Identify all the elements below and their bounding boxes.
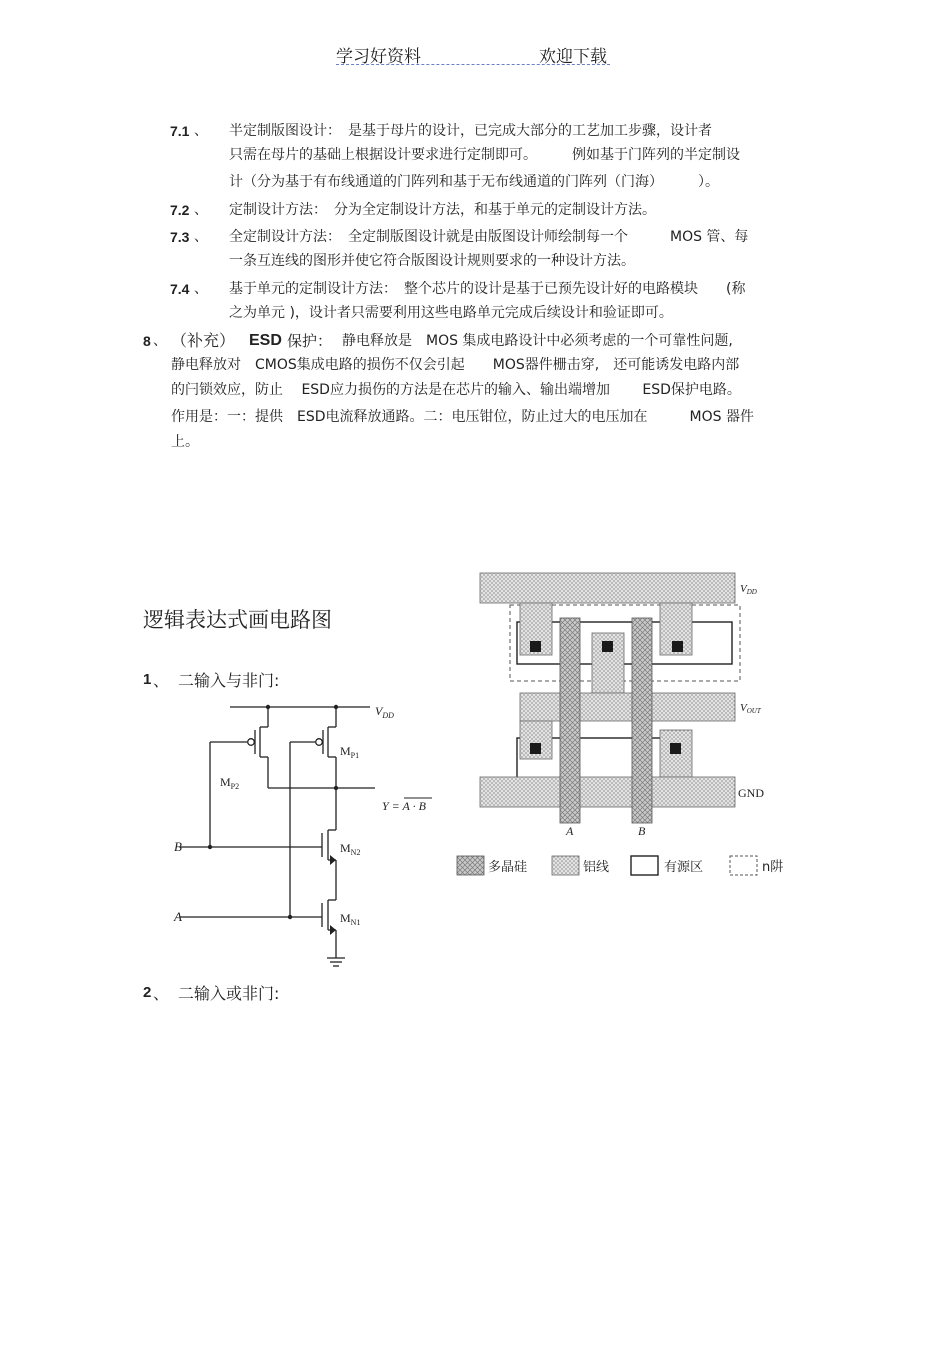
header-divider: [336, 64, 610, 65]
schematic-input-a: A: [174, 909, 182, 924]
subsection-2-sep: 、: [153, 984, 170, 1003]
legend-active-label: 有源区: [664, 860, 704, 875]
legend-metal-label: 铝线: [583, 860, 610, 875]
legend-poly-swatch: [457, 856, 484, 875]
subsection-1-title: 二输入与非门:: [178, 671, 280, 690]
item-number: 7.2: [170, 202, 190, 218]
subsection-1-sep: 、: [153, 671, 170, 690]
nand-layout: [455, 570, 800, 885]
esd-line: 上。: [171, 434, 199, 450]
item-line: 计（分为基于有布线通道的门阵列和基于无布线通道的门阵列（门海） ）。: [229, 174, 719, 190]
item-line: 半定制版图设计： 是基于母片的设计，已完成大部分的工艺加工步骤，设计者: [229, 123, 712, 139]
item-number: 7.4: [170, 281, 190, 297]
layout-vout-label: VOUT: [740, 702, 761, 715]
item-sep: 、: [194, 202, 208, 218]
nand-schematic: [160, 690, 450, 975]
schematic-vdd-label: $V_{DD}$: [375, 704, 394, 720]
schematic-output-label: Y = A · B: [382, 799, 426, 813]
legend-nwell-label: n阱: [762, 860, 784, 875]
section-title: 逻辑表达式画电路图: [143, 608, 332, 632]
item-line: 全定制设计方法： 全定制版图设计就是由版图设计师绘制每一个 MOS 管、每: [229, 229, 749, 245]
vout-metal: [520, 693, 735, 721]
header-right: 欢迎下载: [539, 47, 607, 67]
layout-input-a: A: [566, 824, 574, 838]
esd-line: 静电释放是 MOS 集成电路设计中必须考虑的一个可靠性问题,: [342, 333, 733, 349]
esd-title: ESD: [249, 332, 282, 349]
item-line: 定制设计方法： 分为全定制设计方法，和基于单元的定制设计方法。: [229, 202, 656, 218]
schematic-input-b: B: [174, 839, 182, 854]
item-number: 7.1: [170, 123, 190, 139]
item-line: 基于单元的定制设计方法： 整个芯片的设计是基于已预先设计好的电路模块 (称: [229, 281, 746, 297]
legend-metal-swatch: [552, 856, 579, 875]
schematic-mp1-label: $M_{P1}$: [340, 744, 360, 760]
legend-poly-label: 多晶硅: [488, 860, 528, 875]
item-sep: 、: [194, 281, 208, 297]
legend-active-swatch: [631, 856, 658, 875]
schematic-mn1-label: $M_{N1}$: [340, 911, 361, 927]
esd-lead: （补充）: [171, 331, 236, 350]
item-sep: 、: [153, 333, 167, 349]
item-number: 8: [143, 333, 151, 349]
subsection-2-number: 2: [143, 984, 152, 1001]
item-line: 一条互连线的图形并使它符合版图设计规则要求的一种设计方法。: [229, 253, 635, 269]
esd-title-2: 保护：: [287, 332, 333, 350]
legend-nwell-swatch: [730, 856, 757, 875]
subsection-1-number: 1: [143, 671, 152, 688]
item-sep: 、: [194, 123, 208, 139]
header-left: 学习好资料: [336, 47, 421, 67]
subsection-2-title: 二输入或非门:: [178, 984, 280, 1003]
gnd-metal: [480, 777, 735, 807]
item-line: 之为单元 )，设计者只需要利用这些电路单元完成后续设计和验证即可。: [229, 305, 673, 321]
schematic-mp2-label: $M_{P2}$: [220, 775, 240, 791]
item-line: 只需在母片的基础上根据设计要求进行定制即可。 例如基于门阵列的半定制设: [229, 147, 740, 163]
item-sep: 、: [194, 229, 208, 245]
item-number: 7.3: [170, 229, 190, 245]
layout-vdd-label: VDD: [740, 583, 757, 596]
esd-line: 静电释放对 CMOS集成电路的损伤不仅会引起 MOS器件栅击穿, 还可能诱发电路内部: [171, 357, 740, 373]
schematic-mn2-label: $M_{N2}$: [340, 841, 361, 857]
layout-gnd-label: GND: [738, 786, 764, 800]
esd-line: 作用是：一：提供 ESD电流释放通路。二：电压钳位，防止过大的电压加在 MOS 器件: [171, 409, 754, 425]
vdd-metal: [480, 573, 735, 603]
layout-input-b: B: [638, 824, 646, 838]
poly-gate-a: [560, 618, 580, 823]
esd-line: 的闩锁效应，防止 ESD应力损伤的方法是在芯片的输入、输出端增加 ESD保护电路。: [171, 382, 741, 398]
poly-gate-b: [632, 618, 652, 823]
